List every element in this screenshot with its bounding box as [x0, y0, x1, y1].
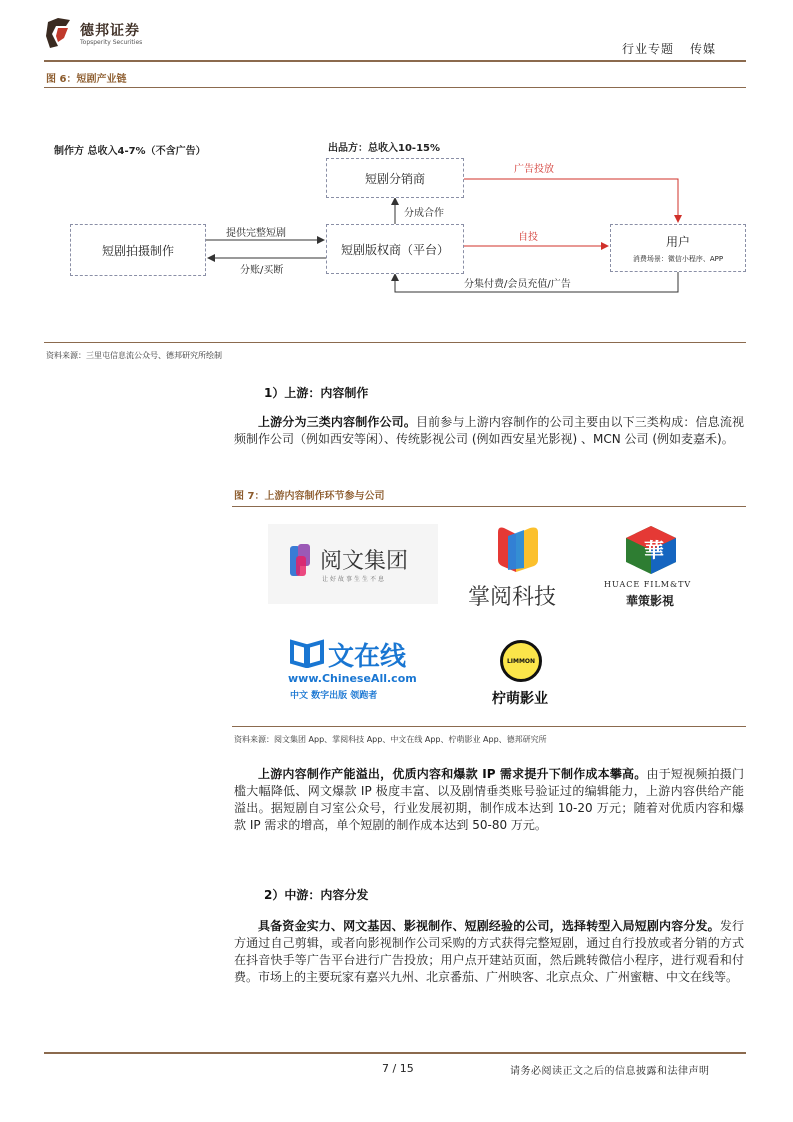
- section1-paragraph: [234, 414, 744, 448]
- industry-chain-diagram: [44, 90, 746, 340]
- header-rule: [44, 60, 746, 62]
- figure6-top-rule: [44, 87, 746, 88]
- arrow-ad-placement-line: [464, 179, 678, 222]
- logo-zhangyue: [462, 522, 572, 612]
- figure6-title: 图 6：短剧产业链: [46, 74, 127, 85]
- zhangyue-name: 掌阅科技: [468, 585, 557, 610]
- figure7-source: 资料来源：阅文集团 App、掌阅科技 App、中文在线 App、柠萌影业 App、德邦研究所: [234, 735, 547, 744]
- cost-paragraph: [234, 766, 744, 834]
- lemon-name: 柠萌影业: [492, 691, 548, 707]
- section2-text: 发行方通过自己剪辑，或者向影视制作公司采购的方式获得完整短剧，通过自行投放或者分销的方式在抖音快手等广告平台进行广告投放；用户点开建站页面，然后跳转微信小程序，进行观看和付费。市场上的主要玩家有嘉兴九州、北京番茄、广州映客、北京点众、广州蜜糖、中文在线等。: [234, 919, 744, 984]
- chineseall-name: 文在线: [328, 642, 407, 672]
- huace-mark-text: 華: [644, 538, 664, 562]
- figure6-source: 资料来源：三里屯信息流公众号、德邦研究所绘制: [46, 351, 222, 360]
- company-name-cn: 德邦证券: [80, 23, 140, 39]
- box-user: [610, 224, 746, 272]
- section-label: 行业专题: [622, 42, 675, 56]
- producer-note: 制作方 总收入4-7%（不含广告）: [54, 146, 206, 157]
- chineseall-tagline: 中文 数字出版 领跑者: [290, 691, 378, 701]
- company-name-en: Topsperity Securities: [80, 39, 143, 46]
- label-provide: 提供完整短剧: [226, 228, 286, 239]
- logo-chineseall: [284, 630, 434, 710]
- logo-lemon: [464, 624, 582, 714]
- box-production: 短剧拍摄制作: [70, 224, 206, 276]
- label-split-buy: 分账/买断: [240, 265, 284, 276]
- lemon-mark-text: LIMMON: [506, 657, 536, 665]
- yuewen-mark-icon: [290, 544, 312, 578]
- section2-paragraph: [234, 918, 744, 986]
- section2-bold: 具备资金实力、网文基因、影视制作、短剧经验的公司，选择转型入局短剧内容分发。: [258, 919, 720, 933]
- user-label: 用户: [665, 234, 690, 249]
- zhangyue-mark-icon: [494, 524, 542, 574]
- cost-bold: 上游内容制作产能溢出，优质内容和爆款 IP 需求提升下制作成本攀高。: [258, 767, 647, 781]
- yuewen-slogan: 让好故事生生不息: [322, 576, 387, 583]
- figure7-title: 图 7：上游内容制作环节参与公司: [234, 491, 385, 502]
- label-self-placement: 自投: [518, 232, 538, 243]
- figure7-bottom-rule: [232, 726, 746, 727]
- yuewen-name: 阅文集团: [320, 549, 409, 574]
- publisher-note: 出品方：总收入10-15%: [328, 143, 441, 154]
- section1-text: 目前参与上游内容制作的公司主要由以下三类构成：信息流视频制作公司（例如西安等闲）、传统影视公司 (例如西安星光影视) 、MCN 公司 (例如麦嘉禾)。: [234, 415, 744, 446]
- chineseall-url: www.ChineseAll.com: [288, 672, 417, 685]
- page-number: 7 / 15: [382, 1062, 414, 1075]
- lemon-mark-icon: [500, 640, 542, 682]
- label-ad-placement: 广告投放: [514, 164, 554, 175]
- label-payment: 分集付费/会员充值/广告: [464, 279, 571, 290]
- label-revenue-share: 分成合作: [404, 208, 444, 219]
- box-platform: 短剧版权商（平台）: [326, 224, 464, 274]
- footer-disclaimer: 请务必阅读正文之后的信息披露和法律声明: [510, 1066, 710, 1077]
- company-logo-icon: [44, 16, 74, 50]
- diagram-arrows: [44, 90, 746, 340]
- cost-text: 由于短视频拍摄门槛大幅降低、网文爆款 IP 极度丰富、以及剧情垂类账号验证过的编辑能力，上游内容供给产能溢出。据短剧自习室公众号，行业发展初期，制作成本达到 10-20 万元；随着对优质内容和爆款 IP 需求的增高，单个短剧的制作成本达到 50-80 万元。: [234, 767, 744, 832]
- chineseall-mark-icon: [290, 638, 324, 668]
- logo-yuewen: [268, 524, 438, 604]
- footer-rule: [44, 1052, 746, 1054]
- figure7-top-rule: [232, 506, 746, 507]
- logo-huace: [600, 522, 710, 612]
- box-distributor: 短剧分销商: [326, 158, 464, 198]
- section2-heading: 2）中游：内容分发: [264, 888, 369, 902]
- huace-en: HUACE FILM&TV: [604, 580, 692, 589]
- section1-bold: 上游分为三类内容制作公司。: [258, 415, 416, 429]
- industry-label: 传媒: [690, 42, 717, 56]
- section1-heading: 1）上游：内容制作: [264, 386, 369, 400]
- figure6-bottom-rule: [44, 342, 746, 343]
- user-scenario: 消费场景：微信小程序、APP: [632, 254, 724, 263]
- huace-cn: 華策影視: [626, 594, 675, 608]
